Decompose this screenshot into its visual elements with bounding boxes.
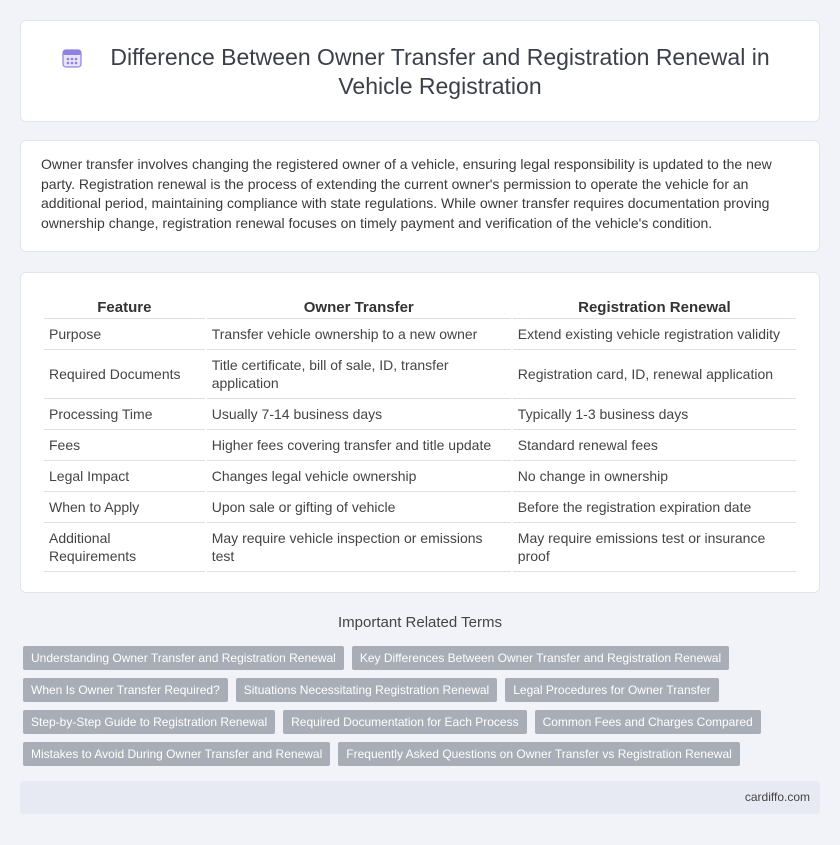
related-term-tag[interactable]: Key Differences Between Owner Transfer and Registration Renewal [352,646,729,670]
table-cell: When to Apply [44,492,205,523]
table-row [44,523,796,572]
table-cell: Processing Time [44,399,205,430]
intro-card [20,140,820,252]
related-term-tag[interactable]: Frequently Asked Questions on Owner Transfer vs Registration Renewal [338,742,740,766]
related-terms-title: Important Related Terms [338,614,502,631]
page-title: Difference Between Owner Transfer and Registration Renewal in Vehicle Registration [110,44,770,99]
related-term-tag[interactable]: Situations Necessitating Registration Renewal [236,678,497,702]
table-row [44,461,796,492]
table-cell: Transfer vehicle ownership to a new owner [207,319,511,350]
table-cell: Fees [44,430,205,461]
table-cell: Legal Impact [44,461,205,492]
table-cell: Standard renewal fees [513,430,796,461]
related-term-tag[interactable]: Mistakes to Avoid During Owner Transfer and Renewal [23,742,330,766]
table-cell: Registration card, ID, renewal application [513,350,796,399]
table-cell: Usually 7-14 business days [207,399,511,430]
table-cell: May require vehicle inspection or emissions test [207,523,511,572]
header-card [20,20,820,122]
table-cell: Changes legal vehicle ownership [207,461,511,492]
related-term-tag[interactable]: When Is Owner Transfer Required? [23,678,228,702]
table-cell: Additional Requirements [44,523,205,572]
table-cell: Purpose [44,319,205,350]
table-row [44,319,796,350]
table-header-registration-renewal: Registration Renewal [513,295,796,319]
table-cell: Before the registration expiration date [513,492,796,523]
table-row [44,350,796,399]
related-terms-tags [23,646,823,774]
tag-row [23,742,823,766]
footer-site-link[interactable]: cardiffo.com [744,790,810,804]
table-header-feature: Feature [44,295,205,319]
related-term-tag[interactable]: Common Fees and Charges Compared [535,710,761,734]
comparison-table-card [20,272,820,593]
table-cell: Required Documents [44,350,205,399]
comparison-table [42,295,798,572]
related-term-tag[interactable]: Understanding Owner Transfer and Registration Renewal [23,646,344,670]
related-term-tag[interactable]: Legal Procedures for Owner Transfer [505,678,718,702]
table-cell: Upon sale or gifting of vehicle [207,492,511,523]
table-header-owner-transfer: Owner Transfer [207,295,511,319]
related-term-tag[interactable]: Required Documentation for Each Process [283,710,526,734]
table-cell: Title certificate, bill of sale, ID, transfer application [207,350,511,399]
table-cell: Higher fees covering transfer and title update [207,430,511,461]
table-row [44,430,796,461]
related-term-tag[interactable]: Step-by-Step Guide to Registration Renewal [23,710,275,734]
footer-bar [20,781,820,814]
intro-text: Owner transfer involves changing the registered owner of a vehicle, ensuring legal responsibility is updated to the new party. Registration renewal is the process of extending the current owner's permission to operate the vehicle for an additional period, maintaining compliance with state regulations. While owner transfer requires documentation proving ownership change, registration renewal focuses on timely payment and verification of the vehicle's condition. [41,156,772,231]
table-row [44,492,796,523]
table-cell: Typically 1-3 business days [513,399,796,430]
tag-row [23,710,823,734]
tag-row [23,678,823,702]
tag-row [23,646,823,670]
table-row [44,399,796,430]
table-cell: No change in ownership [513,461,796,492]
table-cell: Extend existing vehicle registration validity [513,319,796,350]
table-cell: May require emissions test or insurance proof [513,523,796,572]
